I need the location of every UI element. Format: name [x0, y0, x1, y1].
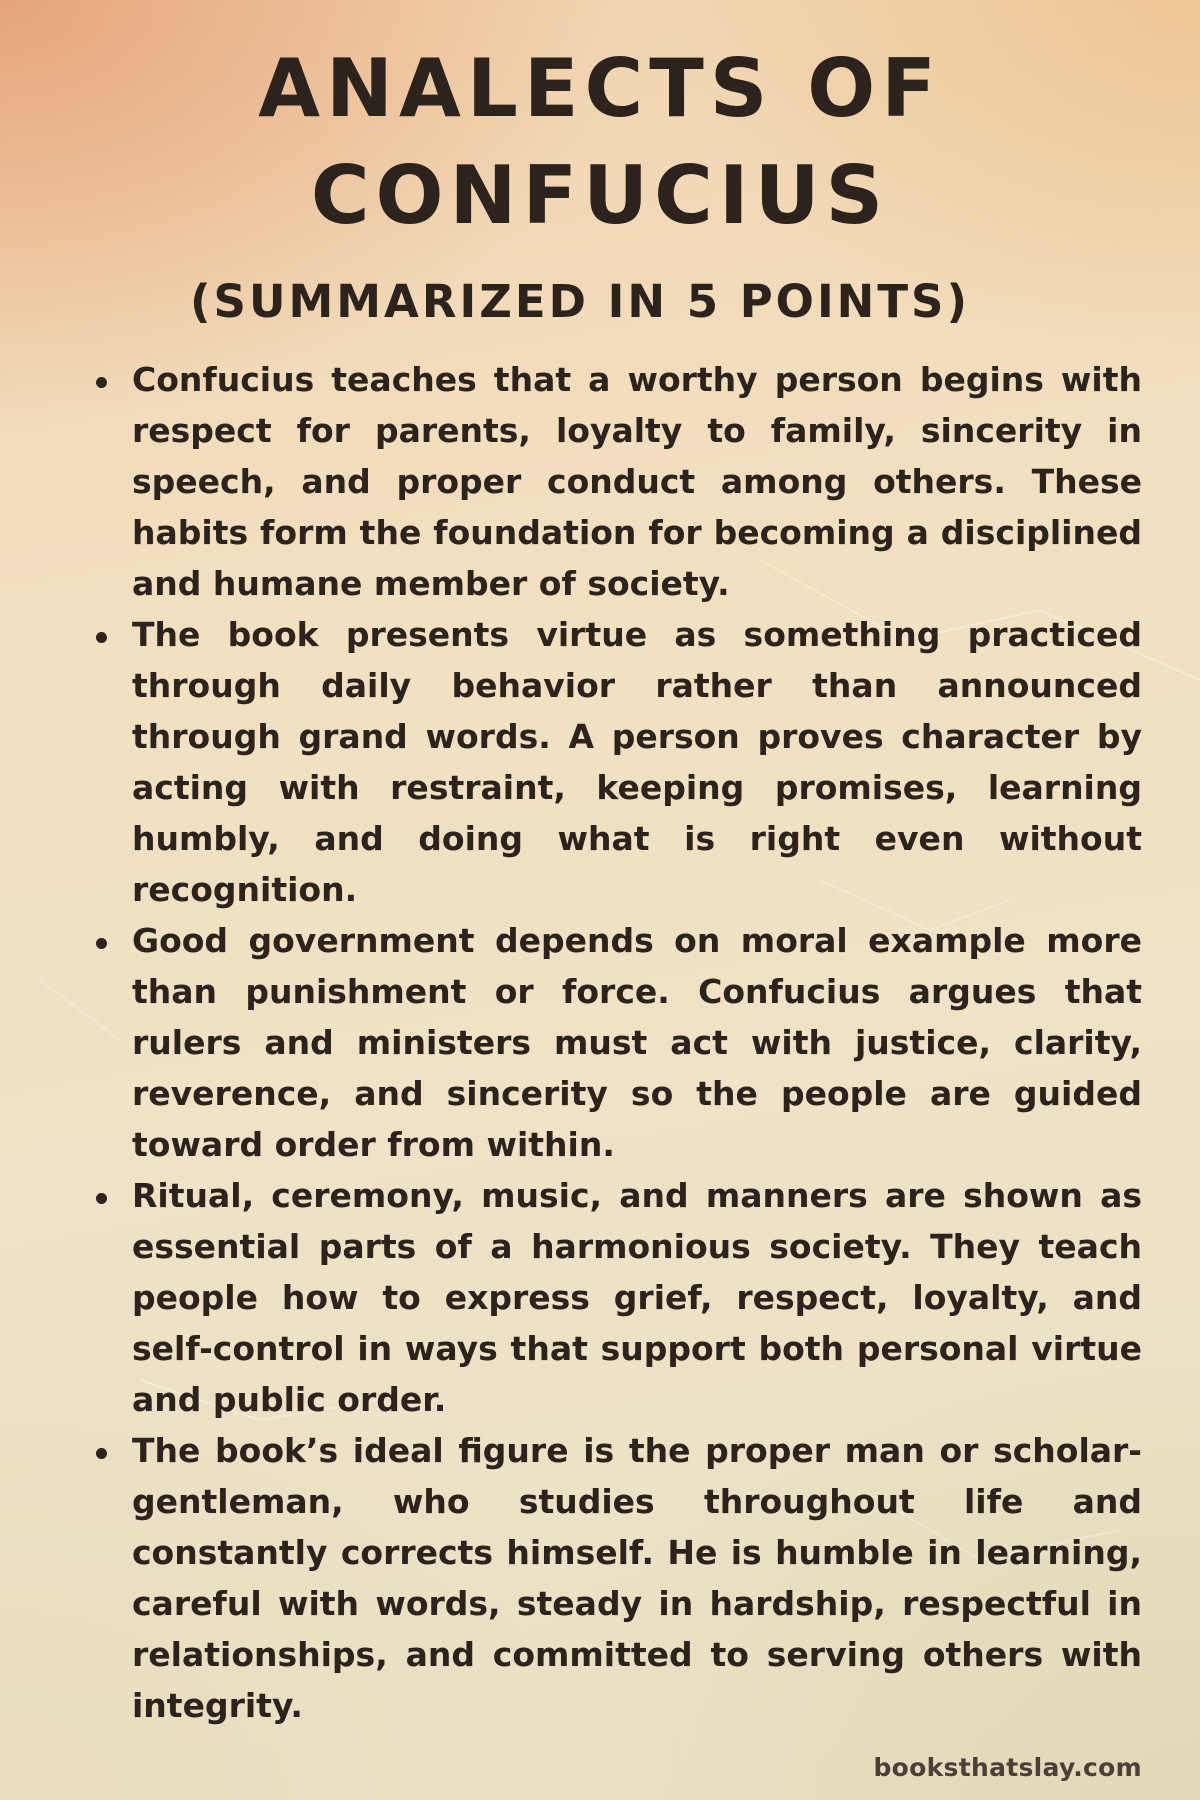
point-text: The book presents virtue as something practiced through daily behavior rather than announced through grand words. A person proves character by acting with restraint, keeping promises, learning humbly, and doing what is right even without recognition. — [132, 615, 1142, 909]
point-text: The book’s ideal figure is the proper man or scholar-gentleman, who studies throughout life and constantly corrects himself. He is humble in learning, careful with words, steady in hardship, respectful in relationships, and committed to serving others with integrity. — [132, 1431, 1142, 1725]
website-credit: booksthatslay.com — [873, 1753, 1142, 1782]
title-line-1: ANALECTS OF — [258, 42, 942, 135]
summary-points-list — [92, 354, 1142, 1731]
bullet-icon — [96, 1193, 107, 1204]
point-text: Confucius teaches that a worthy person begins with respect for parents, loyalty to family, sincerity in speech, and proper conduct among others. These habits form the foundation for becoming a disciplined and humane member of society. — [132, 360, 1142, 603]
subtitle: (SUMMARIZED IN 5 POINTS) — [189, 275, 971, 328]
summary-point-5 — [92, 1425, 1142, 1731]
point-text: Good government depends on moral example more than punishment or force. Confucius argues that rulers and ministers must act with justice, clarity, reverence, and sincerity so the people are guided toward order from within. — [132, 921, 1142, 1164]
bullet-icon — [96, 1448, 107, 1459]
summary-point-2 — [92, 609, 1142, 915]
bullet-icon — [96, 938, 107, 949]
bullet-icon — [96, 377, 107, 388]
point-text: Ritual, ceremony, music, and manners are shown as essential parts of a harmonious society. They teach people how to express grief, respect, loyalty, and self-control in ways that support both personal virtue and public order. — [132, 1176, 1142, 1419]
summary-point-4 — [92, 1170, 1142, 1425]
summary-point-1 — [92, 354, 1142, 609]
summary-point-3 — [92, 915, 1142, 1170]
title-line-2: CONFUCIUS — [310, 149, 890, 242]
bullet-icon — [96, 632, 107, 643]
